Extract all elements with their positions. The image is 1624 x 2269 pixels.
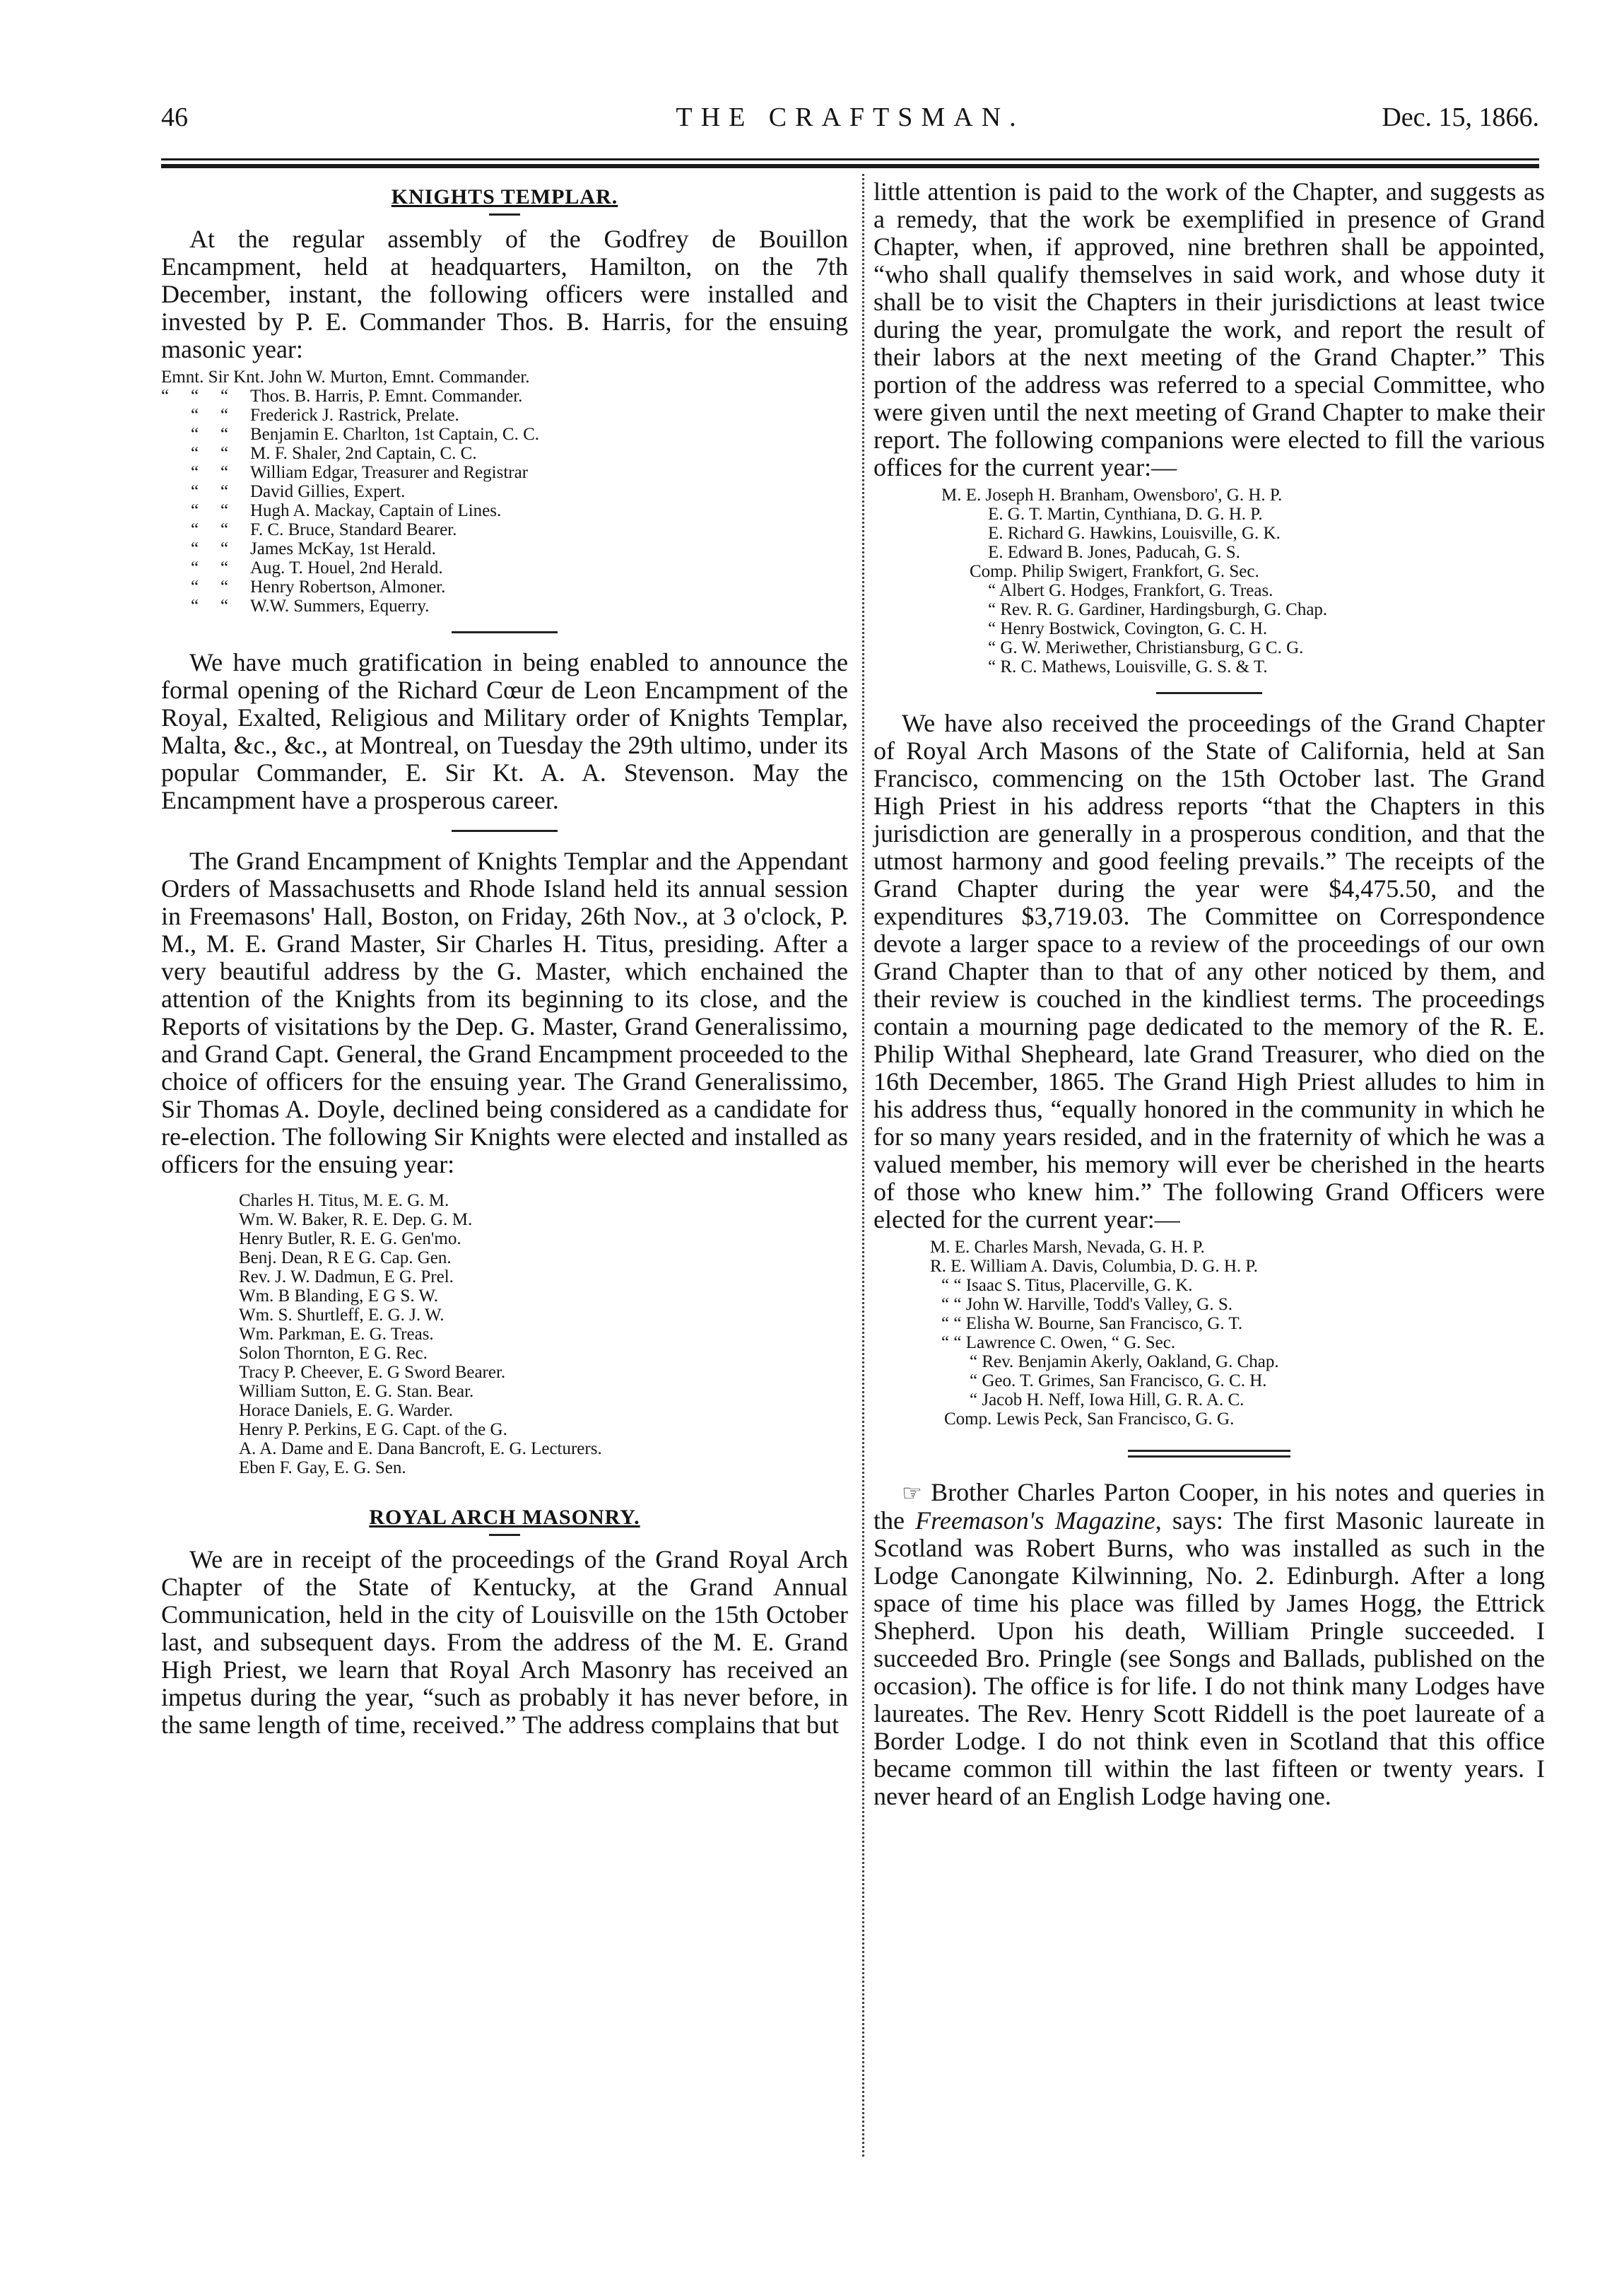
kt-officer: “ “ Henry Robertson, Almoner.	[191, 577, 446, 597]
header-rule-thick	[161, 164, 1539, 168]
ca-officer: “ “ Isaac S. Titus, Placerville, G. K.	[941, 1276, 1193, 1295]
section-separator	[1156, 692, 1262, 694]
kt-officer: “ “ Aug. T. Houel, 2nd Herald.	[191, 558, 443, 577]
mass-officer: Wm. S. Shurtleff, E. G. J. W.	[239, 1306, 445, 1325]
kt-officer: “ “ David Gillies, Expert.	[191, 482, 406, 501]
issue-date: Dec. 15, 1866.	[1382, 102, 1539, 132]
kt-officer: “ “ “ Thos. B. Harris, P. Emnt. Commander.	[161, 387, 523, 406]
page-header	[161, 102, 1539, 144]
kt-officer: “ “ Hugh A. Mackay, Captain of Lines.	[191, 501, 502, 520]
title-dash	[489, 213, 520, 216]
kt-officer: “ “ William Edgar, Treasurer and Registrar	[191, 463, 529, 482]
mass-officer: Eben F. Gay, E. G. Sen.	[239, 1458, 406, 1477]
ca-officer: “ Rev. Benjamin Akerly, Oakland, G. Chap.	[970, 1352, 1279, 1371]
section-separator	[452, 830, 558, 832]
pointing-hand-icon: ☞	[902, 1480, 922, 1506]
kt-officer: “ “ Benjamin E. Charlton, 1st Captain, C. C.	[191, 425, 539, 444]
mass-officer: Henry Butler, R. E. G. Gen'mo.	[239, 1229, 461, 1248]
page-number: 46	[161, 102, 188, 132]
ca-officer: “ Jacob H. Neff, Iowa Hill, G. R. A. C.	[970, 1390, 1245, 1409]
ca-officer: “ “ Lawrence C. Owen, “ G. Sec.	[941, 1333, 1176, 1352]
burns-paragraph: ☞ Brother Charles Parton Cooper, in his notes and queries in the Freemason's Magazine, says: The first Masonic laureate in Scotland was Robert Burns, who was installed as such in the Lodge Canongate Kilwinning, No. 2. Edinburgh. After a long space of time his place was filled by James Hogg, the Ettrick Shepherd. Upon his death, William Pringle succeeded. I succeeded Bro. Pringle (see Songs and Ballads, published on the occasion). The office is for life. I do not think many Lodges have laureates. The Rev. Henry Scott Riddell is the poet laureate of a Border Lodge. I do not think even in Scotland that this office became common till within the last fifteen or twenty years. I never heard of an English Lodge having one.	[873, 1478, 1545, 1810]
ky-officer: “ R. C. Mathews, Louisville, G. S. & T.	[988, 657, 1268, 676]
mass-officer: Horace Daniels, E. G. Warder.	[239, 1401, 453, 1420]
mass-officer: Wm. B Blanding, E G S. W.	[239, 1286, 438, 1306]
ky-officer: “ G. W. Meriwether, Christiansburg, G C. G.	[988, 638, 1304, 657]
kt-officer: “ “ F. C. Bruce, Standard Bearer.	[191, 520, 457, 539]
kt-intro-paragraph: At the regular assembly of the Godfrey de Bouillon Encampment, held at headquarters, Hamilton, on the 7th December, instant, the following officers were installed and invested by P. E. Commander Thos. B. Harris, for the ensuing masonic year:	[161, 225, 848, 363]
ky-officer: “ Henry Bostwick, Covington, G. C. H.	[988, 619, 1268, 638]
montreal-paragraph: We have much gratification in being enabled to announce the formal opening of the Richard Cœur de Leon Encampment of the Royal, Exalted, Religious and Military order of Knights Templar, Malta, &c., &c., at Montreal, on Tuesday the 29th ultimo, under its popular Commander, E. Sir Kt. A. A. Stevenson. May the Encampment have a prosperous career.	[161, 648, 848, 814]
masthead-title: THE CRAFTSMAN.	[676, 102, 1025, 132]
kentucky-officer-list	[941, 486, 1545, 676]
massachusetts-paragraph: The Grand Encampment of Knights Templar and the Appendant Orders of Massachusetts and Rhode Island held its annual session in Freemasons' Hall, Boston, on Friday, 26th Nov., at 3 o'clock, P. M., M. E. Grand Master, Sir Charles H. Titus, presiding. After a very beautiful address by the G. Master, which enchained the attention of the Knights from its beginning to its close, and the Reports of visitations by the Dep. G. Master, Grand Generalissimo, and Grand Capt. General, the Grand Encampment proceeded to the choice of officers for the ensuing year. The Grand Generalissimo, Sir Thomas A. Doyle, declined being considered as a candidate for re-election. The following Sir Knights were elected and installed as officers for the ensuing year:	[161, 847, 848, 1178]
right-column	[873, 178, 1545, 1810]
magazine-title: Freemason's Magazine	[915, 1506, 1155, 1535]
header-rule-thin	[161, 158, 1539, 160]
california-officer-list	[930, 1238, 1545, 1429]
ca-officer: “ Geo. T. Grimes, San Francisco, G. C. H.	[970, 1371, 1267, 1390]
mass-officer: Benj. Dean, R E G. Cap. Gen.	[239, 1248, 452, 1267]
ca-officer: “ “ Elisha W. Bourne, San Francisco, G. T.	[941, 1314, 1243, 1333]
ky-officer: M. E. Joseph H. Branham, Owensboro', G. H. P.	[941, 486, 1283, 505]
ky-officer: E. Richard G. Hawkins, Louisville, G. K.	[988, 524, 1281, 543]
kt-officer-list	[161, 368, 848, 616]
title-dash	[489, 1534, 520, 1536]
ky-officer: Comp. Philip Swigert, Frankfort, G. Sec.	[970, 562, 1259, 581]
mass-officer: Tracy P. Cheever, E. G Sword Bearer.	[239, 1363, 506, 1382]
section-separator	[452, 631, 558, 633]
double-separator	[1128, 1450, 1290, 1458]
kt-officer-lead: Emnt. Sir Knt. John W. Murton, Emnt. Commander.	[161, 368, 530, 387]
mass-officer: Rev. J. W. Dadmun, E G. Prel.	[239, 1267, 454, 1286]
ky-officer: “ Albert G. Hodges, Frankfort, G. Treas.	[988, 581, 1273, 600]
ky-officer: E. G. T. Martin, Cynthiana, D. G. H. P.	[988, 505, 1263, 524]
ky-officer: E. Edward B. Jones, Paducah, G. S.	[988, 543, 1240, 562]
column-separator	[862, 174, 864, 2157]
mass-officer: Wm. Parkman, E. G. Treas.	[239, 1325, 434, 1344]
royal-arch-paragraph: We are in receipt of the proceedings of the Grand Royal Arch Chapter of the State of Kentucky, at the Grand Annual Communication, held in the city of Louisville on the 15th October last, and subsequent days. From the address of the M. E. Grand High Priest, we learn that Royal Arch Masonry has received an impetus during the year, “such as probably it has never before, in the same length of time, received.” The address complains that but	[161, 1545, 848, 1739]
kt-officer: “ “ Frederick J. Rastrick, Prelate.	[191, 406, 459, 425]
california-paragraph: We have also received the proceedings of the Grand Chapter of Royal Arch Masons of the State of California, held at San Francisco, commencing on the 15th October last. The Grand High Priest in his address reports “that the Chapters in this jurisdiction are generally in a prosperous condition, and that the utmost harmony and good feeling prevails.” The receipts of the Grand Chapter during the year were $4,475.50, and the expenditures $3,719.03. The Committee on Correspondence devote a larger space to a review of the proceedings of our own Grand Chapter than to that of any other noticed by them, and their review is couched in the kindliest terms. The proceedings contain a mourning page dedicated to the memory of the R. E. Philip Withal Shepheard, late Grand Treasurer, who died on the 16th December, 1865. The Grand High Priest alludes to him in his address thus, “equally honored in the community in which he for so many years resided, and in the fraternity of which he was a valued member, his memory will ever be cherished in the hearts of those who knew him.” The following Grand Officers were elected for the current year:—	[873, 709, 1545, 1233]
mass-officer: Wm. W. Baker, R. E. Dep. G. M.	[239, 1210, 473, 1229]
ky-officer: “ Rev. R. G. Gardiner, Hardingsburgh, G. Chap.	[988, 600, 1328, 619]
kt-officer: “ “ James McKay, 1st Herald.	[191, 539, 436, 558]
ca-officer: M. E. Charles Marsh, Nevada, G. H. P.	[930, 1238, 1205, 1257]
left-column	[161, 178, 848, 1739]
mass-officer: Solon Thornton, E G. Rec.	[239, 1344, 428, 1363]
kt-officer: “ “ W.W. Summers, Equerry.	[191, 597, 430, 616]
kt-officer: “ “ M. F. Shaler, 2nd Captain, C. C.	[191, 444, 477, 463]
ca-officer: R. E. William A. Davis, Columbia, D. G. H. P.	[930, 1257, 1258, 1276]
ca-officer: Comp. Lewis Peck, San Francisco, G. G.	[944, 1409, 1235, 1429]
mass-officer: William Sutton, E. G. Stan. Bear.	[239, 1382, 474, 1401]
mass-officer: A. A. Dame and E. Dana Bancroft, E. G. Lecturers.	[239, 1439, 602, 1458]
section-title-royal-arch: ROYAL ARCH MASONRY.	[369, 1506, 640, 1529]
mass-officer-list	[239, 1191, 848, 1477]
kentucky-paragraph: little attention is paid to the work of the Chapter, and suggests as a remedy, that the work be exemplified in presence of Grand Chapter, when, if approved, nine brethren shall be appointed, “who shall qualify themselves in said work, and whose duty it shall be to visit the Chapters in their jurisdictions at least twice during the year, promulgate the work, and report the result of their labors at the next meeting of the Grand Chapter.” This portion of the address was referred to a special Committee, who were given until the next meeting of Grand Chapter to make their report. The following companions were elected to fill the various offices for the current year:—	[873, 177, 1545, 481]
section-title-knights-templar: KNIGHTS TEMPLAR.	[391, 185, 618, 209]
mass-officer: Henry P. Perkins, E G. Capt. of the G.	[239, 1420, 507, 1439]
ca-officer: “ “ John W. Harville, Todd's Valley, G. S.	[941, 1295, 1232, 1314]
mass-officer: Charles H. Titus, M. E. G. M.	[239, 1191, 449, 1210]
